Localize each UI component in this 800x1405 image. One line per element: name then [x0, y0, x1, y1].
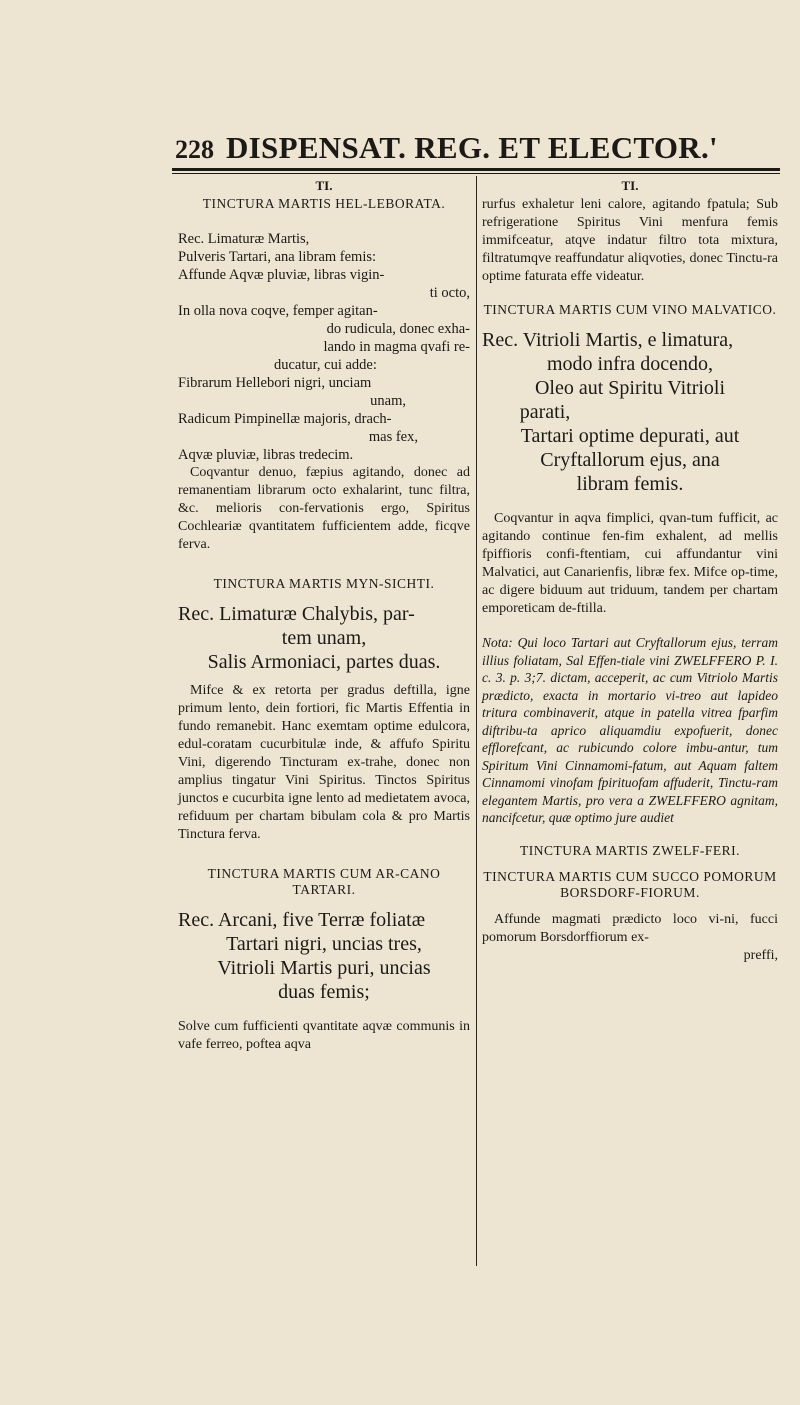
recipe-line: mas fex,	[368, 429, 418, 445]
section-title-mynsichti: TINCTURA MARTIS MYN-SICHTI.	[213, 576, 435, 591]
page-number: 228	[175, 135, 214, 164]
section-title-succo-pomorum: TINCTURA MARTIS CUM SUCCO POMORUM BORSDORF-FIORUM.	[483, 868, 777, 900]
recipe-big-line: parati,	[519, 401, 571, 423]
paragraph-mynsichti: Mifce & ex retorta per gradus deftilla, igne primum lento, dein fortiori, fic Martis Effentia in fundo remanebit. Hanc exemtam optime edulcora, edul-coratam cucurbitulæ inde, & affufo Spiritu Vini, digerendo Tincturam ex-trahe, donec non amplius tingatur Vini Spiritus. Tinctos Spiritus junctos e cucurbita igne lento ad medietatem avoca, refiduum per chartam bibulam cola & pro Martis Tinctura ferva.	[178, 683, 470, 842]
recipe-big-line: Tartari nigri, uncias tres,	[226, 933, 422, 955]
recipe-big-line: Rec. Arcani, five Terræ foliatæ	[178, 909, 426, 931]
recipe-big-line: Rec. Limaturæ Chalybis, par-	[178, 603, 415, 625]
note-paragraph: Nota: Qui loco Tartari aut Cryftallorum ejus, terram illius foliatam, Sal Effen-tiale vini ZWELFFERO P. I. c. 3. p. 3;7. dictam, acceperit, ac cum Vitriolo Martis prædicto, exacta in mortario vi-treo aut lapideo tritura combinaverit, atque in patella vitrea fparfim diftribu-ta aprico aliquamdiu expofuerit, donec efflorefcant, ac rubicundo colore imbu-antur, tum Spiritum Vini Cinnamomi-fatum, aut Aquam faltem Cinnamomi vinofam fpirituofam affuderit, Tinctu-ram elegantem Martis, pro vera a ZWELFFERO agnitam, nancifcetur, quæ optimo jure audiet	[482, 635, 778, 825]
running-title: DISPENSAT. REG. ET ELECTOR.'	[226, 130, 718, 165]
column-marker-left: TI.	[315, 178, 333, 193]
recipe-arcano-tartari	[178, 908, 470, 1004]
paragraph-arcano-tartari: Solve cum fufficienti qvantitate aqvæ communis in vafe ferreo, poftea aqva	[178, 1019, 470, 1052]
header-rule-thick	[172, 168, 780, 171]
recipe-line: Affunde Aqvæ pluviæ, libras vigin-	[178, 267, 385, 283]
left-column	[178, 178, 470, 1062]
catchword: preffi,	[743, 947, 778, 963]
recipe-line: Radicum Pimpinellæ majoris, drach-	[178, 411, 392, 427]
page-header	[175, 130, 775, 166]
paragraph-vino-malvatico: Coqvantur in aqva fimplici, qvan-tum fufficit, ac agitando continue fen-fim exhalent, ad mellis fpiffioris confi-ftentiam, cui affundantur vini Malvatici, aut Canarienfis, libræ fex. Mifce op-time, ac digere biduum aut triduum, tandem per chartam emporeticam de-ftilla.	[482, 511, 778, 616]
section-title-zwelfferi: TINCTURA MARTIS ZWELF-FERI.	[519, 842, 741, 858]
recipe-line: unam,	[370, 393, 406, 409]
column-marker-right: TI.	[621, 178, 639, 193]
right-column	[482, 178, 778, 965]
section-title-helleborata: TINCTURA MARTIS HEL-LEBORATA.	[202, 196, 446, 211]
header-rule-thin	[172, 173, 780, 174]
recipe-line: In olla nova coqve, femper agitan-	[178, 303, 378, 319]
recipe-line: Aqvæ pluviæ, libras tredecim.	[178, 447, 354, 463]
recipe-line: Rec. Limaturæ Martis,	[178, 231, 310, 247]
recipe-big-line: duas femis;	[278, 981, 370, 1003]
recipe-line: lando in magma qvafi re-	[323, 339, 470, 355]
recipe-big-line: Rec. Vitrioli Martis, e limatura,	[482, 329, 734, 351]
recipe-big-line: Tartari optime depurati, aut	[520, 425, 740, 447]
recipe-big-line: modo infra docendo,	[546, 353, 714, 375]
recipe-big-line: libram femis.	[576, 473, 684, 495]
paragraph-succo-pomorum: Affunde magmati prædicto loco vi-ni, fucci pomorum Borsdorffiorum ex-	[482, 911, 778, 945]
recipe-line: do rudicula, donec exha-	[326, 321, 470, 337]
recipe-big-line: Oleo aut Spiritu Vitrioli	[534, 377, 726, 399]
section-title-arcano-tartari: TINCTURA MARTIS CUM AR-CANO TARTARI.	[207, 866, 441, 897]
recipe-big-line: Cryftallorum ejus, ana	[540, 449, 720, 471]
paragraph-helleborata: Coqvantur denuo, fæpius agitando, donec ad remanentiam librarum octo exhalarint, tunc filtra, &c. melioris con-fervationis ergo, Spiritus Cochleariæ qvantitatem fufficientem adde, ficqve ferva.	[178, 465, 470, 552]
column-divider	[476, 176, 477, 1266]
recipe-line: ducatur, cui adde:	[274, 357, 377, 373]
recipe-line: ti octo,	[429, 285, 470, 301]
recipe-mynsichti	[178, 602, 470, 674]
recipe-big-line: tem unam,	[281, 627, 367, 649]
recipe-line: Fibrarum Hellebori nigri, unciam	[178, 375, 372, 391]
section-title-vino-malvatico: TINCTURA MARTIS CUM VINO MALVATICO.	[483, 302, 777, 317]
recipe-helleborata	[178, 230, 470, 464]
recipe-line: Pulveris Tartari, ana libram femis:	[178, 249, 377, 265]
recipe-vino-malvatico	[482, 328, 778, 496]
recipe-big-line: Vitrioli Martis puri, uncias	[217, 957, 431, 979]
recipe-big-line: Salis Armoniaci, partes duas.	[207, 651, 441, 673]
paragraph-continuation: rurfus exhaletur leni calore, agitando fpatula; Sub refrigeratione Spiritus Vini menfura femis immifceatur, atqve indatur filtro tota mixtura, filtratumqve reaffundatur aliqvoties, donec Tinctu-ra optime faturata effe videatur.	[482, 197, 778, 284]
